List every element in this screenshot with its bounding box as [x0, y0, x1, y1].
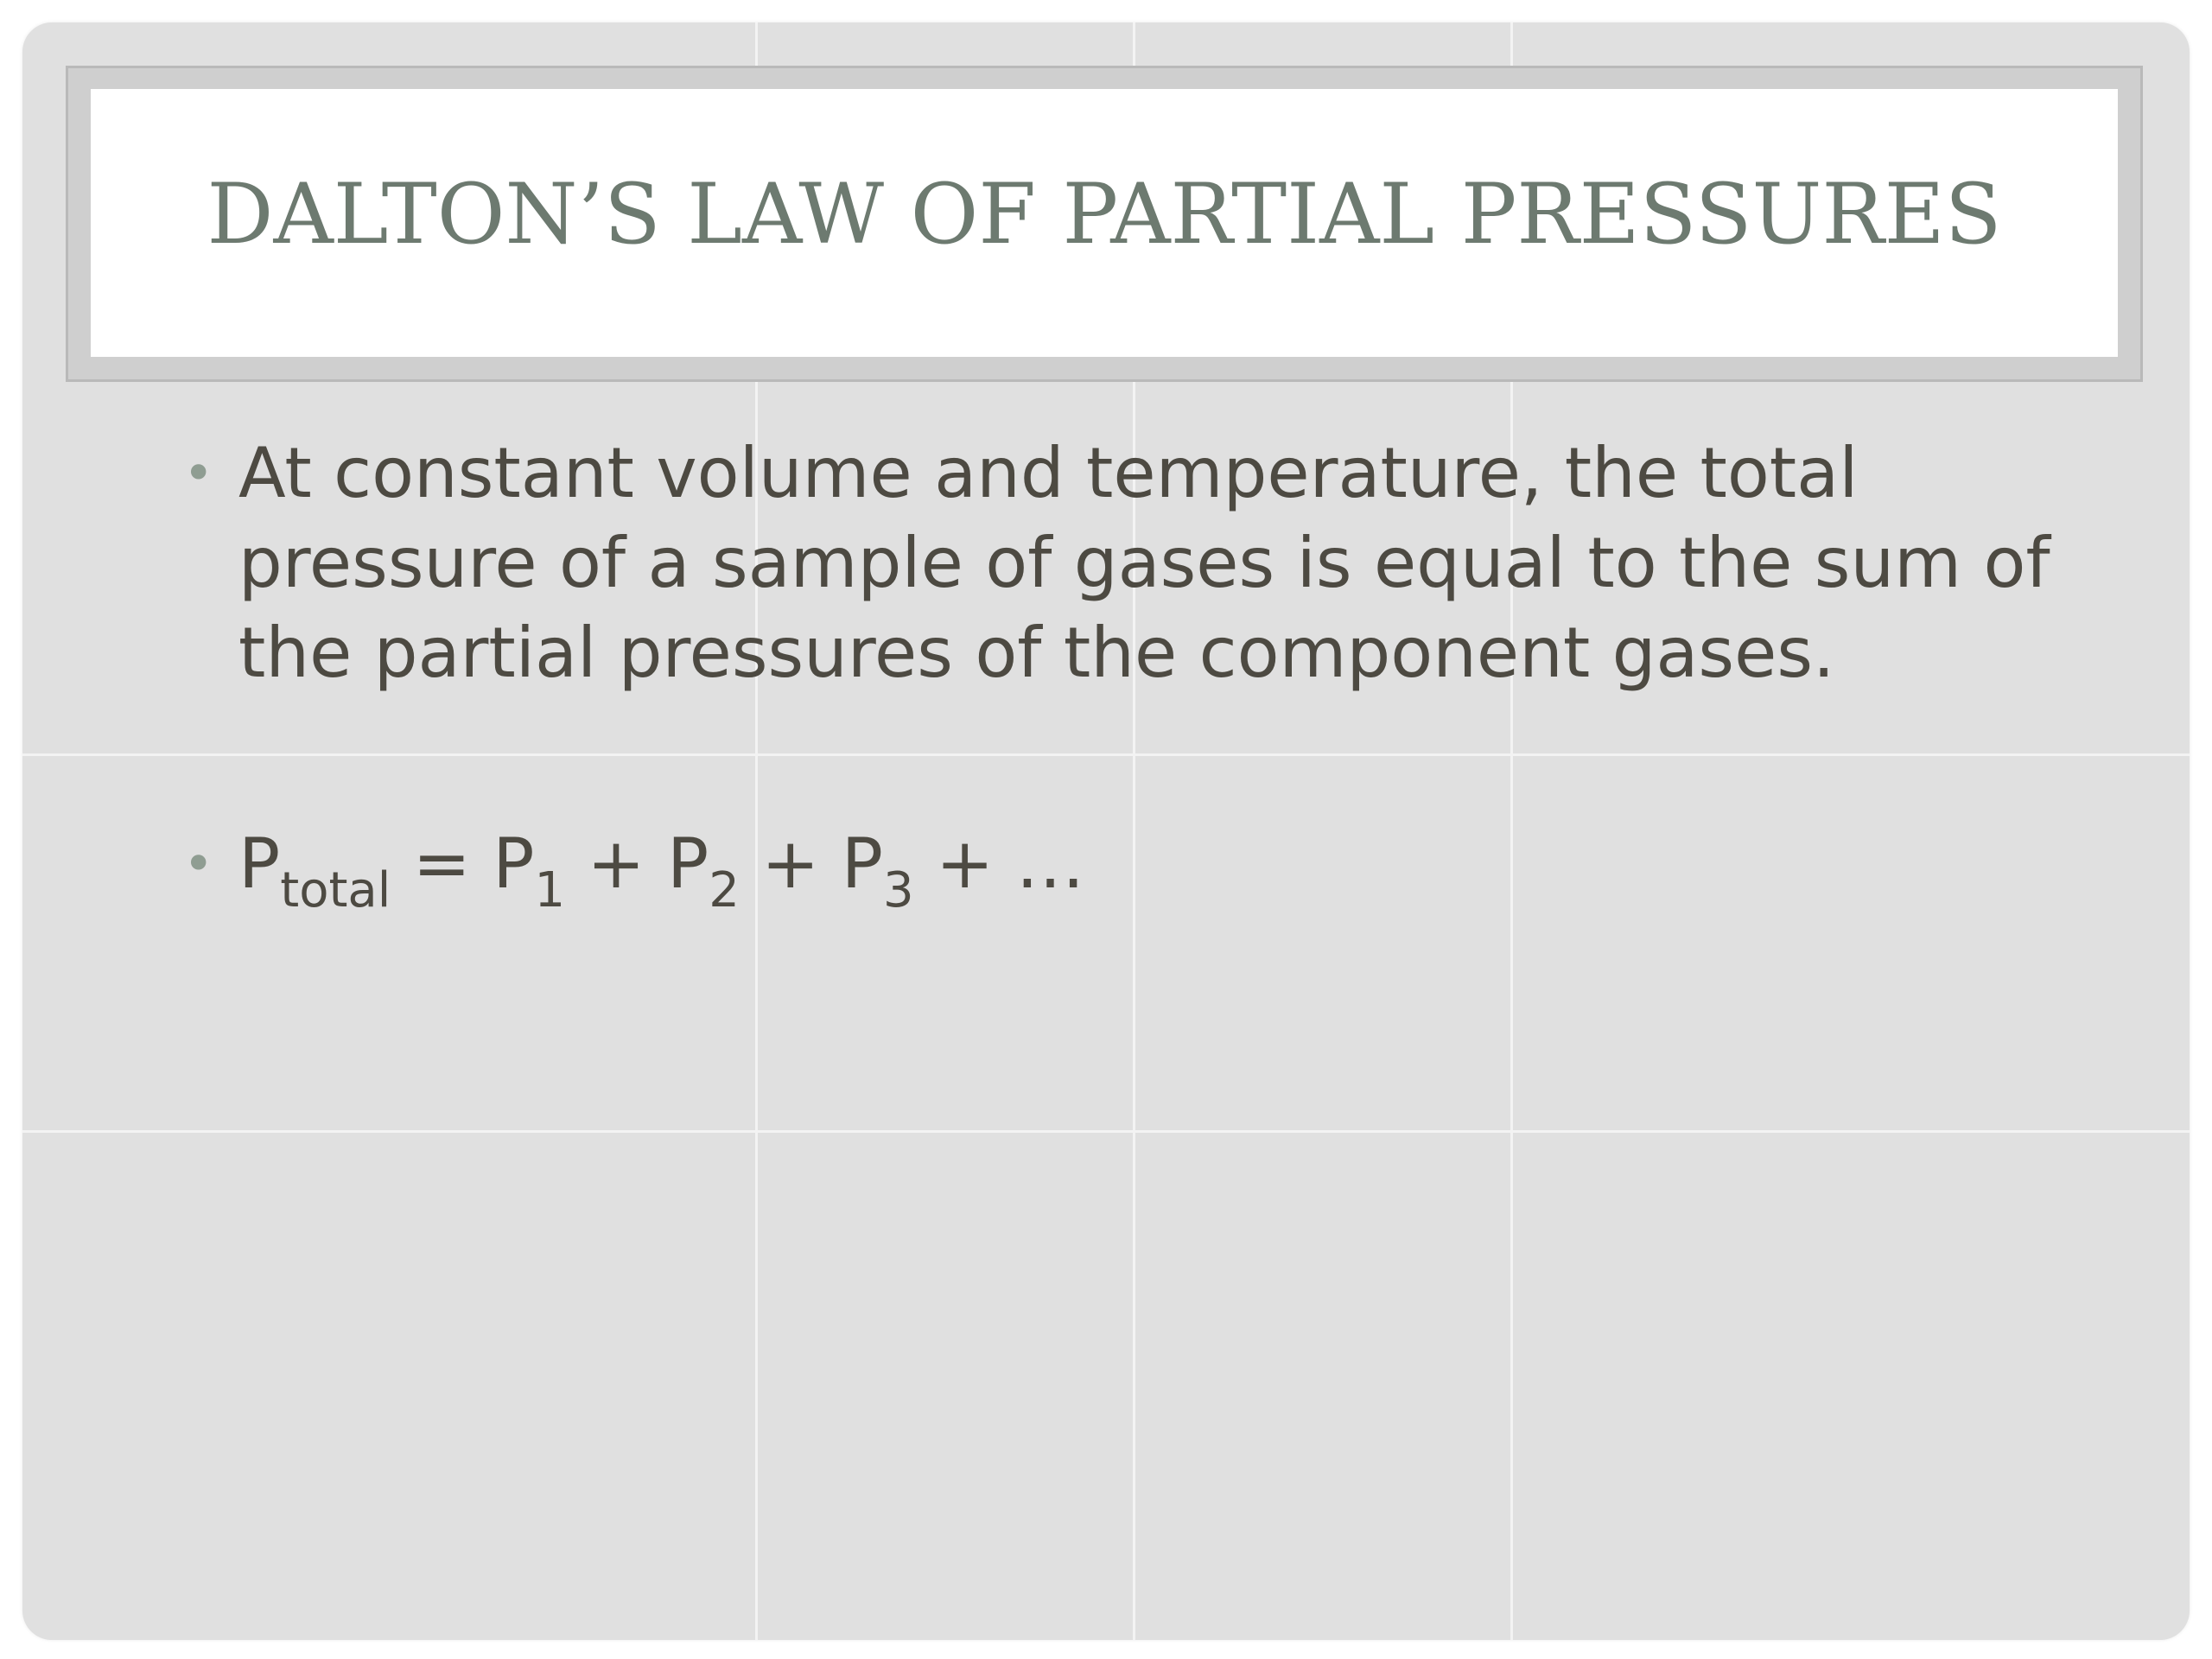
grid-line — [22, 1130, 2190, 1133]
equation-equals: = — [391, 823, 493, 904]
bullet-item-equation — [152, 819, 2105, 918]
equation-p3: P — [841, 823, 884, 904]
bullet-icon: • — [183, 443, 214, 504]
equation-plus: + — [739, 823, 842, 904]
title-box — [91, 89, 2118, 357]
equation-tail: + … — [913, 823, 1085, 904]
equation-sub-1: 1 — [534, 862, 566, 918]
equation-sub-2: 2 — [709, 862, 740, 918]
equation-p2: P — [666, 823, 709, 904]
slide-title: DALTON’S LAW OF PARTIAL PRESSURES — [207, 166, 2002, 263]
bullet-icon: • — [183, 834, 214, 894]
equation-plus: + — [565, 823, 667, 904]
slide — [22, 22, 2190, 1640]
equation-sub-total: total — [280, 862, 391, 918]
equation-p-total: P — [238, 823, 281, 904]
equation-p1: P — [493, 823, 535, 904]
bullet-item-definition — [152, 429, 2105, 698]
equation-sub-3: 3 — [883, 862, 914, 918]
title-frame — [66, 66, 2143, 382]
bullet-text: At constant volume and temperature, the total pressure of a sample of gases is equal to the sum of the partial pressures of the component gases. — [238, 433, 2050, 693]
bullet-list — [152, 429, 2105, 918]
equation — [238, 823, 1085, 918]
